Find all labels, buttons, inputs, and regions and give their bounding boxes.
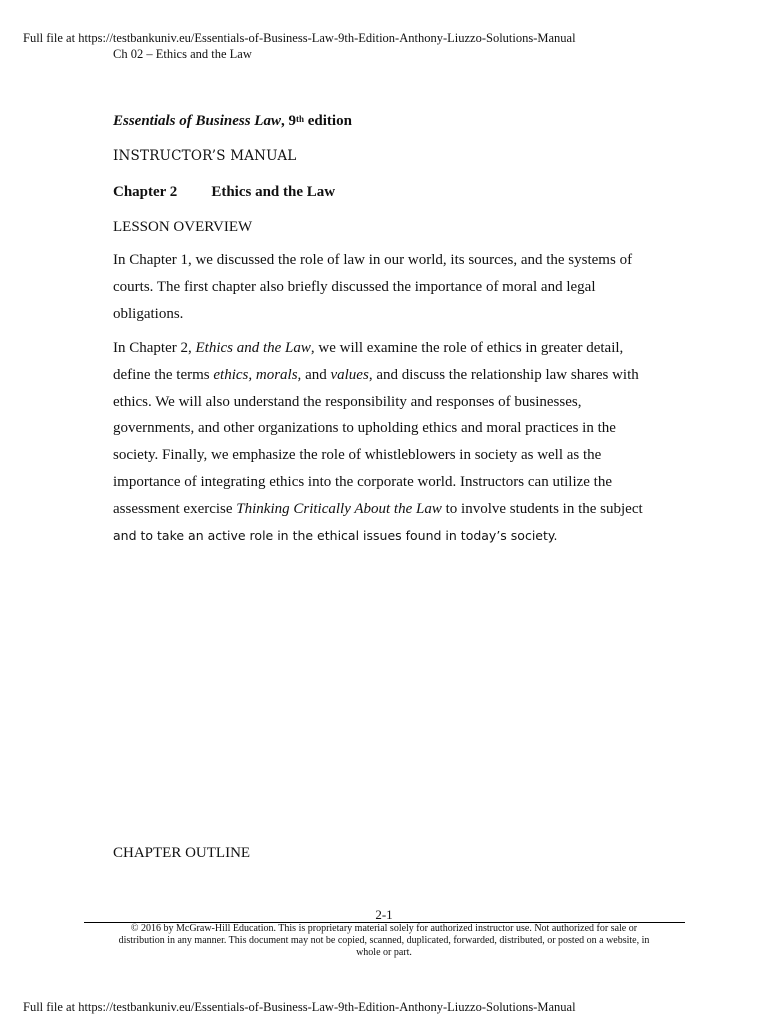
book-title [113, 111, 352, 131]
running-head: Ch 02 – Ethics and the Law [113, 47, 252, 61]
p2-text-g: , and discuss the relationship law shares with ethics. We will also understand the responsibility and responses of businesses, governments, and other organizations to upholding ethics and moral practices in the society. Finally, we emphasize the role of whistleblowers in society as well as the importance of integrating ethics into the corporate world. Instructors can utilize the assessment exercise [113, 366, 639, 517]
p2-text-j: and to take an active role in the ethical issues found in today’s society. [113, 527, 558, 543]
chapter-number: Chapter 2 [113, 184, 178, 200]
p2-italic-exercise: Thinking Critically About the Law [236, 500, 442, 517]
p2-italic-terms: ethics, morals, [213, 366, 302, 383]
top-full-file-link[interactable]: Full file at https://testbankuniv.eu/Essentials-of-Business-Law-9th-Edition-Anthony-Liuzzo-Solutions-Manual [23, 31, 576, 45]
book-title-italic: Essentials of Business Law [113, 113, 281, 129]
lesson-overview-heading: LESSON OVERVIEW [113, 219, 253, 235]
page-number: 2-1 [375, 907, 393, 922]
edition-superscript: th [295, 114, 304, 124]
chapter-title: Ethics and the Law [211, 184, 336, 200]
p2-text-e: and [301, 366, 331, 383]
p2-text-a: In Chapter 2, [113, 340, 196, 356]
p2-italic-ethics-and-the-law: Ethics and the Law [195, 340, 311, 356]
p2-text-i: to involve students in the subject [441, 500, 643, 517]
overview-paragraph-1: In Chapter 1, we discussed the role of law in our world, its sources, and the systems of courts. The first chapter also briefly discussed the importance of moral and legal obligations. [113, 252, 633, 322]
bottom-full-file-link[interactable]: Full file at https://testbankuniv.eu/Essentials-of-Business-Law-9th-Edition-Anthony-Liuzzo-Solutions-Manual [23, 1000, 576, 1014]
copyright-notice: © 2016 by McGraw-Hill Education. This is proprietary material solely for authorized instructor use. Not authorized for sale or distribution in any manner. This document may not be copied, scanned, duplicated, forwarded, distributed, or posted on a website, in whole or part. [118, 923, 650, 958]
p2-italic-values: values [330, 366, 369, 383]
edition-word: edition [303, 113, 352, 129]
p2-text-c: , we will examine the role of ethics in greater detail, define the terms [113, 340, 624, 383]
instructors-manual-label: INSTRUCTOR’S MANUAL [113, 148, 297, 164]
chapter-outline-heading: CHAPTER OUTLINE [113, 845, 251, 861]
overview-paragraph-2 [113, 335, 653, 549]
edition-number: , 9 [280, 113, 296, 129]
chapter-heading [113, 182, 335, 202]
